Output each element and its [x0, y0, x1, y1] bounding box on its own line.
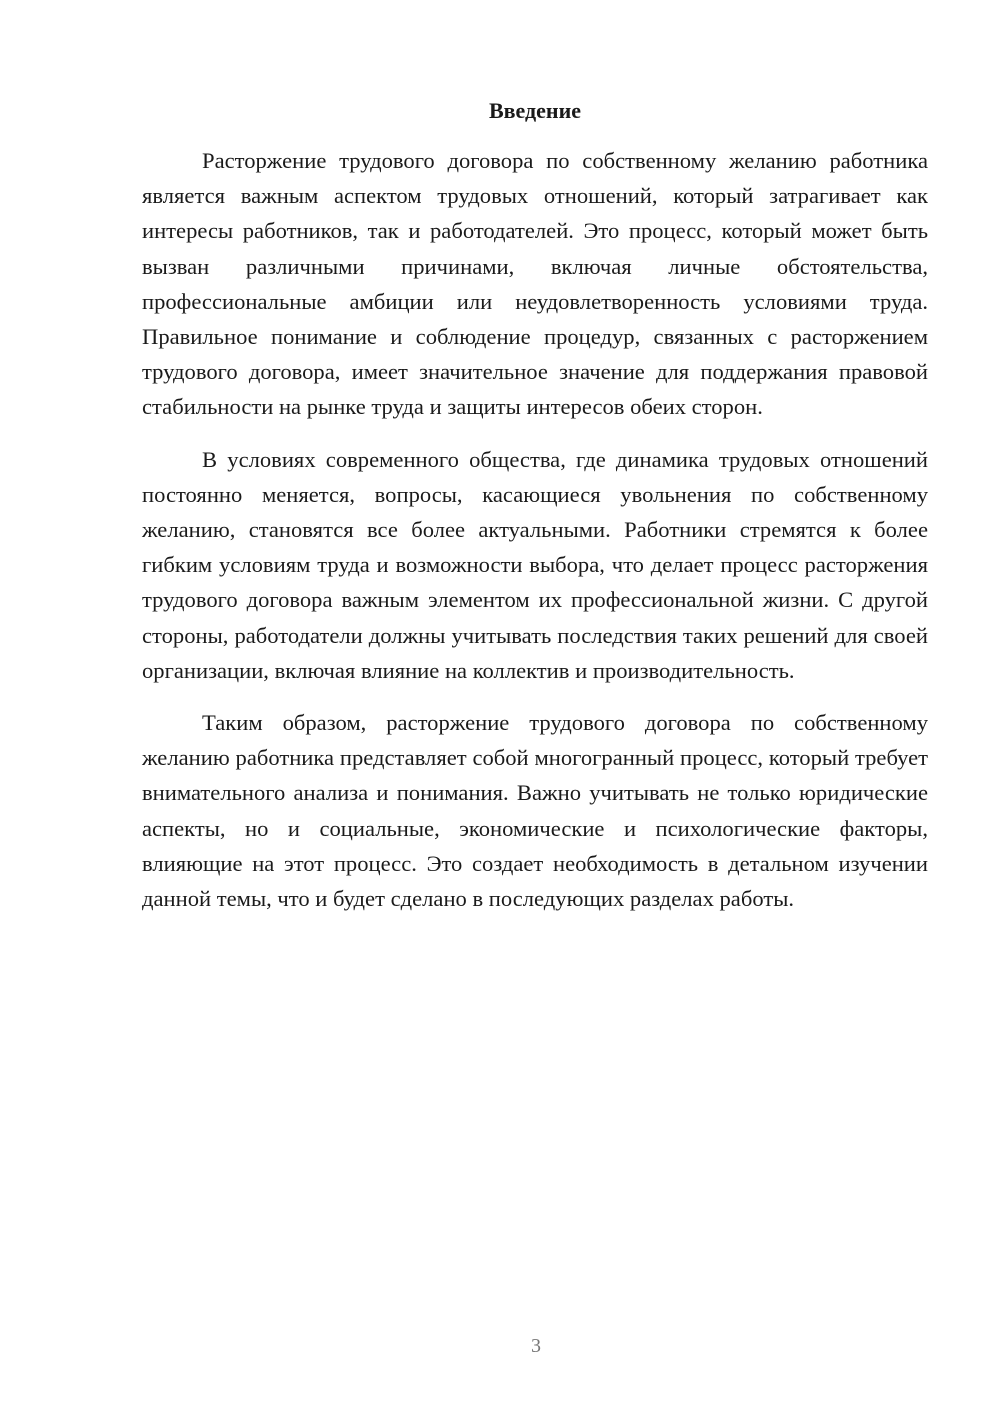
- page-number: 3: [531, 1335, 541, 1357]
- body-text: [142, 143, 928, 933]
- paragraph-1: Расторжение трудового договора по собственному желанию работника является важным аспектом трудовых отношений, который затрагивает как интересы работников, так и работодателей. Это процесс, который может быть вызван различными причинами, включая личные обстоятельства, профессиональные амбиции или неудовлетворенность условиями труда. Правильное понимание и соблюдение процедур, связанных с расторжением трудового договора, имеет значительное значение для поддержания правовой стабильности на рынке труда и защиты интересов обеих сторон.: [142, 148, 928, 420]
- paragraph-2: В условиях современного общества, где динамика трудовых отношений постоянно меняется, вопросы, касающиеся увольнения по собственному желанию, становятся все более актуальными. Работники стремятся к более гибким условиям труда и возможности выбора, что делает процесс расторжения трудового договора важным элементом их профессиональной жизни. С другой стороны, работодатели должны учитывать последствия таких решений для своей организации, включая влияние на коллектив и производительность.: [142, 446, 928, 683]
- section-heading: Введение: [488, 98, 582, 123]
- paragraph-3: Таким образом, расторжение трудового договора по собственному желанию работника представляет собой многогранный процесс, который требует внимательного анализа и понимания. Важно учитывать не только юридические аспекты, но и социальные, экономические и психологические факторы, влияющие на этот процесс. Это создает необходимость в детальном изучении данной темы, что и будет сделано в последующих разделах работы.: [142, 710, 928, 912]
